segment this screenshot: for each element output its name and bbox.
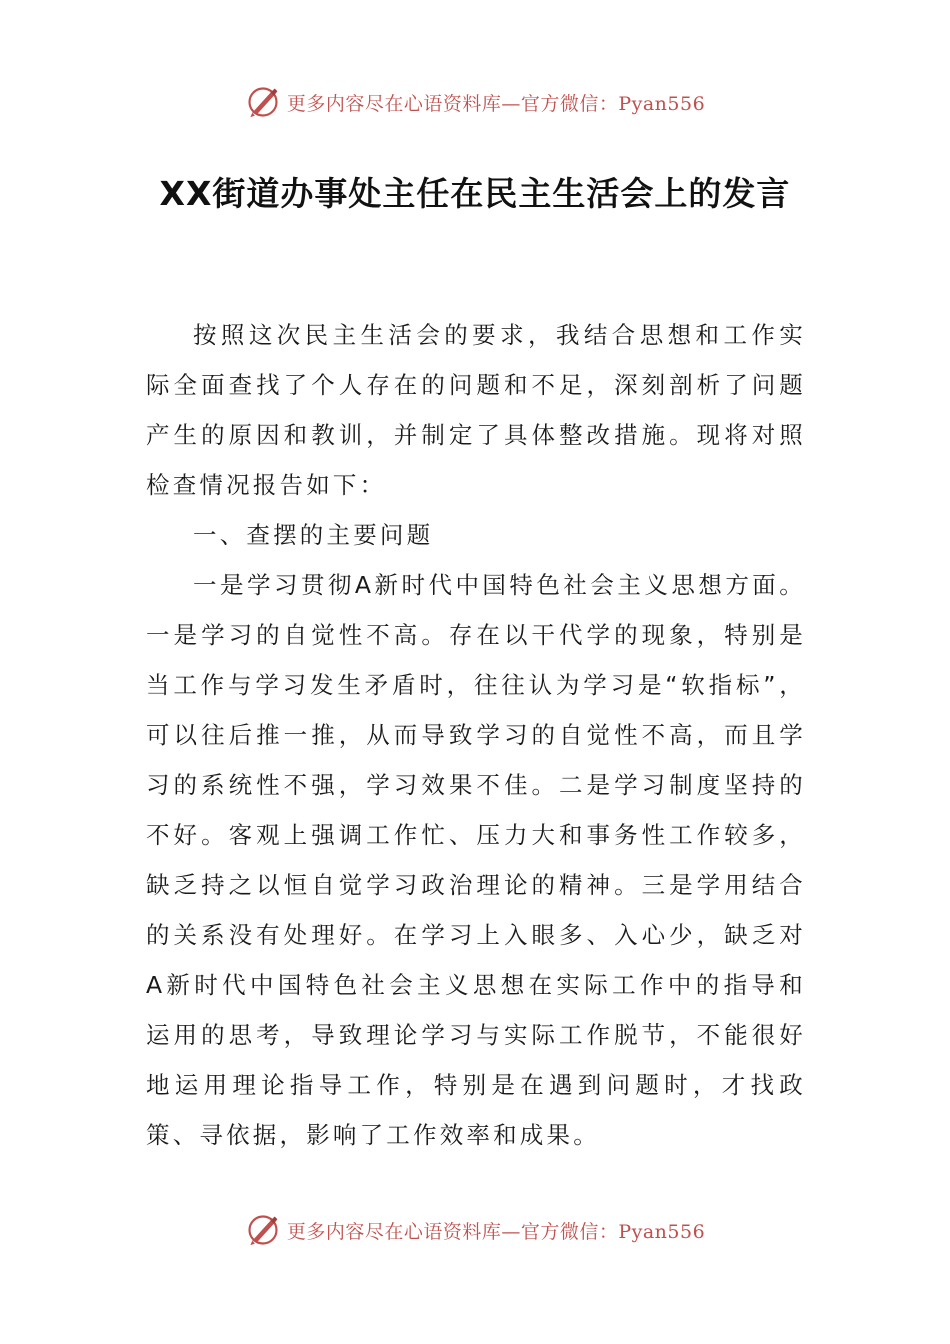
paragraph-study: 一是学习贯彻A新时代中国特色社会主义思想方面。一是学习的自觉性不高。存在以干代学的现象，特别是当工作与学习发生矛盾时，往往认为学习是“软指标”，可以往后推一推，从而导致学习的自觉性不高，而且学习的系统性不强，学习效果不佳。二是学习制度坚持的不好。客观上强调工作忙、压力大和事务性工作较多，缺乏持之以恒自觉学习政治理论的精神。三是学用结合的关系没有处理好。在学习上入眼多、入心少，缺乏对A新时代中国特色社会主义思想在实际工作中的指导和运用的思考，导致理论学习与实际工作脱节，不能很好地运用理论指导工作，特别是在遇到问题时，才找政策、寻依据，影响了工作效率和成果。: [146, 571, 806, 1149]
footer-watermark: [0, 1210, 950, 1250]
pen-circle-logo-icon: [245, 1212, 281, 1248]
document-body: [146, 310, 806, 1160]
watermark-text-left: 更多内容尽在心语资料库: [286, 1220, 502, 1243]
watermark-text: [287, 1217, 705, 1244]
paragraph-intro: 按照这次民主生活会的要求，我结合思想和工作实际全面查找了个人存在的问题和不足，深刻剖析了问题产生的原因和教训，并制定了具体整改措施。现将对照检查情况报告如下：: [146, 321, 806, 499]
watermark-text: [287, 89, 705, 116]
watermark-text-right: 官方微信：Pyan556: [520, 1220, 706, 1243]
watermark-dash: —: [501, 1220, 521, 1243]
section-heading: 一、查摆的主要问题: [193, 521, 434, 549]
watermark-text-left: 更多内容尽在心语资料库: [286, 92, 502, 115]
watermark-dash: —: [501, 92, 521, 115]
watermark-text-right: 官方微信：Pyan556: [520, 92, 706, 115]
header-watermark: [0, 82, 950, 122]
pen-circle-logo-icon: [245, 84, 281, 120]
document-title: XX街道办事处主任在民主生活会上的发言: [159, 174, 791, 213]
